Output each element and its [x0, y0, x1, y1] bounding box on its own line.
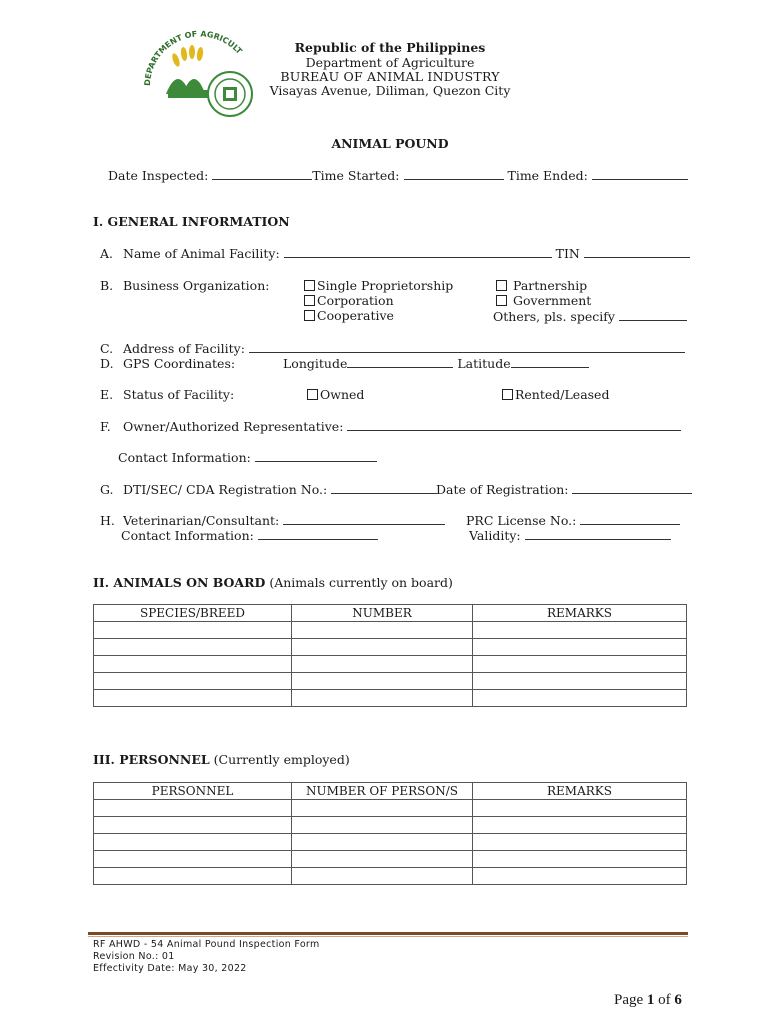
table-cell[interactable]: [292, 800, 473, 817]
table-cell[interactable]: [292, 622, 473, 639]
table-cell[interactable]: [292, 673, 473, 690]
item-c-letter: C.: [100, 341, 114, 356]
table-row: [94, 656, 687, 673]
table-cell[interactable]: [473, 851, 687, 868]
time-ended-label: Time Ended:: [507, 168, 588, 183]
table-cell[interactable]: [473, 673, 687, 690]
gps-row: [283, 356, 589, 371]
section-personnel-heading: [93, 752, 350, 767]
time-started-field[interactable]: [404, 168, 504, 180]
option-rented[interactable]: [502, 387, 609, 402]
table-cell[interactable]: [292, 656, 473, 673]
column-header-remarks: REMARKS: [473, 605, 687, 622]
latitude-field[interactable]: [511, 356, 589, 368]
option-cooperative[interactable]: [304, 308, 394, 323]
table-row: [94, 817, 687, 834]
checkbox-cooperative[interactable]: [304, 310, 315, 321]
option-government[interactable]: [496, 293, 591, 308]
column-header-remarks: REMARKS: [473, 783, 687, 800]
section-personnel-heading-bold: III. PERSONNEL: [93, 752, 210, 767]
footer-form-code: RF AHWD - 54 Animal Pound Inspection Form: [93, 939, 320, 950]
item-f-letter: F.: [100, 419, 111, 434]
option-label: Rented/Leased: [515, 387, 610, 402]
facility-name-label: Name of Animal Facility:: [123, 246, 280, 261]
footer-effectivity: Effectivity Date: May 30, 2022: [93, 963, 247, 974]
checkbox-single-proprietorship[interactable]: [304, 280, 315, 291]
item-f-row: [123, 419, 681, 434]
page-total: 6: [674, 992, 682, 1008]
table-cell[interactable]: [94, 690, 292, 707]
table-header-row: [94, 783, 687, 800]
option-label: Government: [513, 293, 592, 308]
table-cell[interactable]: [292, 690, 473, 707]
table-row: [94, 673, 687, 690]
table-row: [94, 851, 687, 868]
table-cell[interactable]: [94, 656, 292, 673]
latitude-label: Latitude: [457, 356, 511, 371]
header-department: Department of Agriculture: [305, 55, 475, 70]
footer-revision: Revision No.: 01: [93, 951, 175, 962]
page-of: of: [658, 992, 671, 1008]
table-cell[interactable]: [94, 673, 292, 690]
registration-no-field[interactable]: [331, 482, 437, 494]
footer-divider-shadow: [88, 936, 688, 937]
time-ended-field[interactable]: [592, 168, 688, 180]
table-cell[interactable]: [473, 817, 687, 834]
owner-field[interactable]: [347, 419, 681, 431]
owner-contact-row: [118, 450, 377, 465]
table-cell[interactable]: [292, 639, 473, 656]
table-cell[interactable]: [94, 851, 292, 868]
item-c-row: [123, 341, 685, 356]
business-organization-label: Business Organization:: [123, 278, 270, 293]
item-h-letter: H.: [100, 513, 115, 528]
vet-contact-field[interactable]: [258, 528, 378, 540]
table-row: [94, 690, 687, 707]
form-title: ANIMAL POUND: [331, 136, 449, 151]
facility-name-field[interactable]: [284, 246, 552, 258]
item-a-letter: A.: [100, 246, 114, 261]
option-label: Single Proprietorship: [317, 278, 454, 293]
registration-no-label: DTI/SEC/ CDA Registration No.:: [123, 482, 328, 497]
longitude-label: Longitude: [283, 356, 348, 371]
table-row: [94, 800, 687, 817]
table-row: [94, 834, 687, 851]
header-bureau: BUREAU OF ANIMAL INDUSTRY: [280, 69, 500, 84]
table-row: [94, 868, 687, 885]
section-personnel-heading-note: (Currently employed): [213, 752, 350, 767]
table-cell[interactable]: [292, 868, 473, 885]
option-corporation[interactable]: [304, 293, 394, 308]
prc-license-label: PRC License No.:: [466, 513, 577, 528]
section-animals-heading: [93, 575, 453, 590]
column-header-number-of-persons: NUMBER OF PERSON/S: [292, 783, 473, 800]
animals-table: [93, 604, 687, 707]
seal-arc-text: DEPARTMENT OF AGRICULT: [142, 29, 244, 87]
table-cell[interactable]: [94, 622, 292, 639]
others-specify-field[interactable]: [619, 309, 687, 321]
table-row: [94, 622, 687, 639]
owner-contact-field[interactable]: [255, 450, 377, 462]
table-cell[interactable]: [292, 817, 473, 834]
personnel-table: [93, 782, 687, 885]
address-label: Address of Facility:: [123, 341, 245, 356]
item-g-letter: G.: [100, 482, 114, 497]
item-g-row: [123, 482, 437, 497]
option-label: Corporation: [317, 293, 394, 308]
prc-row: [466, 513, 680, 528]
status-label: Status of Facility:: [123, 387, 235, 402]
page-prefix: Page: [614, 992, 644, 1008]
header-republic: Republic of the Philippines: [294, 40, 486, 55]
column-header-number: NUMBER: [292, 605, 473, 622]
others-label: Others, pls. specify: [493, 309, 615, 324]
longitude-field[interactable]: [347, 356, 453, 368]
table-cell[interactable]: [94, 817, 292, 834]
registration-date-label: Date of Registration:: [436, 482, 569, 497]
table-cell[interactable]: [94, 639, 292, 656]
table-cell[interactable]: [94, 834, 292, 851]
option-owned[interactable]: [307, 387, 364, 402]
table-cell[interactable]: [292, 834, 473, 851]
table-cell[interactable]: [292, 851, 473, 868]
inspection-row: [108, 168, 688, 183]
registration-date-row: [436, 482, 692, 497]
option-others: [493, 309, 687, 324]
option-single-proprietorship[interactable]: [304, 278, 453, 293]
checkbox-corporation[interactable]: [304, 295, 315, 306]
column-header-personnel: PERSONNEL: [94, 783, 292, 800]
option-label: Owned: [320, 387, 365, 402]
option-label: Cooperative: [317, 308, 394, 323]
validity-row: [469, 528, 671, 543]
table-cell[interactable]: [473, 622, 687, 639]
tin-field[interactable]: [584, 246, 690, 258]
table-row: [94, 639, 687, 656]
tin-label: TIN: [555, 246, 580, 261]
date-inspected-label: Date Inspected:: [108, 168, 209, 183]
vet-contact-row: [121, 528, 378, 543]
checkbox-government[interactable]: [496, 295, 507, 306]
item-h-row: [123, 513, 445, 528]
section-animals-heading-bold: II. ANIMALS ON BOARD: [93, 575, 266, 590]
prc-license-field[interactable]: [580, 513, 680, 525]
registration-date-field[interactable]: [572, 482, 692, 494]
table-cell[interactable]: [473, 834, 687, 851]
table-cell[interactable]: [473, 868, 687, 885]
validity-label: Validity:: [469, 528, 521, 543]
table-header-row: [94, 605, 687, 622]
gps-label: GPS Coordinates:: [123, 356, 236, 371]
owner-label: Owner/Authorized Representative:: [123, 419, 344, 434]
date-inspected-field[interactable]: [212, 168, 312, 180]
section-general-information-heading: I. GENERAL INFORMATION: [93, 214, 290, 229]
table-cell[interactable]: [473, 800, 687, 817]
veterinarian-field[interactable]: [283, 513, 445, 525]
table-cell[interactable]: [473, 690, 687, 707]
department-seal-logo: [138, 24, 258, 124]
validity-field[interactable]: [525, 528, 671, 540]
checkbox-partnership[interactable]: [496, 280, 507, 291]
column-header-species: SPECIES/BREED: [94, 605, 292, 622]
item-b-letter: B.: [100, 278, 114, 293]
table-cell[interactable]: [94, 868, 292, 885]
page-number: [614, 992, 682, 1009]
header-address: Visayas Avenue, Diliman, Quezon City: [269, 83, 511, 98]
table-cell[interactable]: [473, 639, 687, 656]
table-cell[interactable]: [94, 800, 292, 817]
checkbox-owned[interactable]: [307, 389, 318, 400]
checkbox-rented[interactable]: [502, 389, 513, 400]
owner-contact-label: Contact Information:: [118, 450, 251, 465]
footer-divider: [88, 932, 688, 935]
item-e-letter: E.: [100, 387, 114, 402]
time-started-label: Time Started:: [312, 168, 400, 183]
section-animals-heading-note: (Animals currently on board): [269, 575, 453, 590]
item-a-row: [123, 246, 690, 261]
table-cell[interactable]: [473, 656, 687, 673]
address-field[interactable]: [249, 341, 685, 353]
page-current: 1: [646, 992, 655, 1008]
option-partnership[interactable]: [496, 278, 587, 293]
item-d-letter: D.: [100, 356, 114, 371]
veterinarian-label: Veterinarian/Consultant:: [123, 513, 280, 528]
option-label: Partnership: [513, 278, 588, 293]
vet-contact-label: Contact Information:: [121, 528, 254, 543]
